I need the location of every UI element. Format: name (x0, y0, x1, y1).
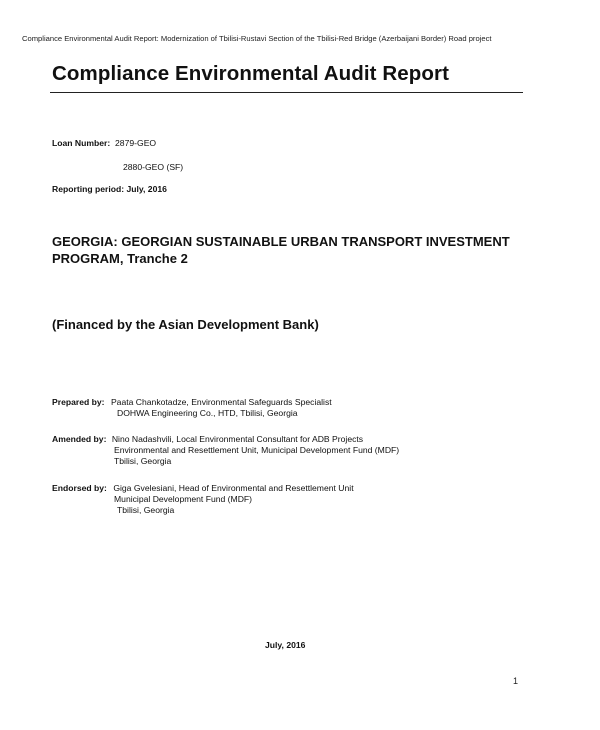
amended-by-label: Amended by: (52, 434, 107, 444)
prepared-by-block (52, 397, 532, 419)
running-header: Compliance Environmental Audit Report: Modernization of Tbilisi-Rustavi Section of the Tbilisi-Red Bridge (Azerbaijani Border) Road project (22, 34, 492, 43)
loan-number-row (52, 138, 156, 149)
reporting-period: Reporting period: July, 2016 (52, 184, 167, 194)
program-title (52, 233, 542, 267)
endorsed-by-label: Endorsed by: (52, 483, 107, 493)
page-title: Compliance Environmental Audit Report (52, 62, 450, 85)
endorsed-by-line-1: Giga Gvelesiani, Head of Environmental and Resettlement Unit (113, 483, 354, 493)
loan-number-label: Loan Number: (52, 138, 111, 148)
amended-by-line-1: Nino Nadashvili, Local Environmental Consultant for ADB Projects (111, 434, 364, 444)
amended-by-line-3: Tbilisi, Georgia (114, 456, 172, 466)
program-title-line-2: PROGRAM, Tranche 2 (52, 251, 188, 266)
prepared-by-line-1: Paata Chankotadze, Environmental Safeguards Specialist (110, 397, 332, 407)
endorsed-by-line-3: Tbilisi, Georgia (117, 505, 175, 515)
program-title-line-1: GEORGIA: GEORGIAN SUSTAINABLE URBAN TRANSPORT INVESTMENT (52, 234, 510, 249)
loan-number-1: 2879-GEO (115, 138, 157, 148)
endorsed-by-line-2: Municipal Development Fund (MDF) (114, 494, 253, 504)
page-number: 1 (513, 676, 519, 686)
title-underline (50, 92, 523, 93)
amended-by-block (52, 434, 532, 467)
amended-by-line-2: Environmental and Resettlement Unit, Municipal Development Fund (MDF) (114, 445, 400, 455)
prepared-by-line-2: DOHWA Engineering Co., HTD, Tbilisi, Georgia (117, 408, 298, 418)
endorsed-by-block (52, 483, 532, 516)
loan-number-2: 2880-GEO (SF) (123, 162, 184, 172)
loan-number-row-2 (123, 162, 183, 173)
footer-date: July, 2016 (265, 640, 306, 650)
financed-by: (Financed by the Asian Development Bank) (52, 317, 319, 332)
prepared-by-label: Prepared by: (52, 397, 105, 407)
